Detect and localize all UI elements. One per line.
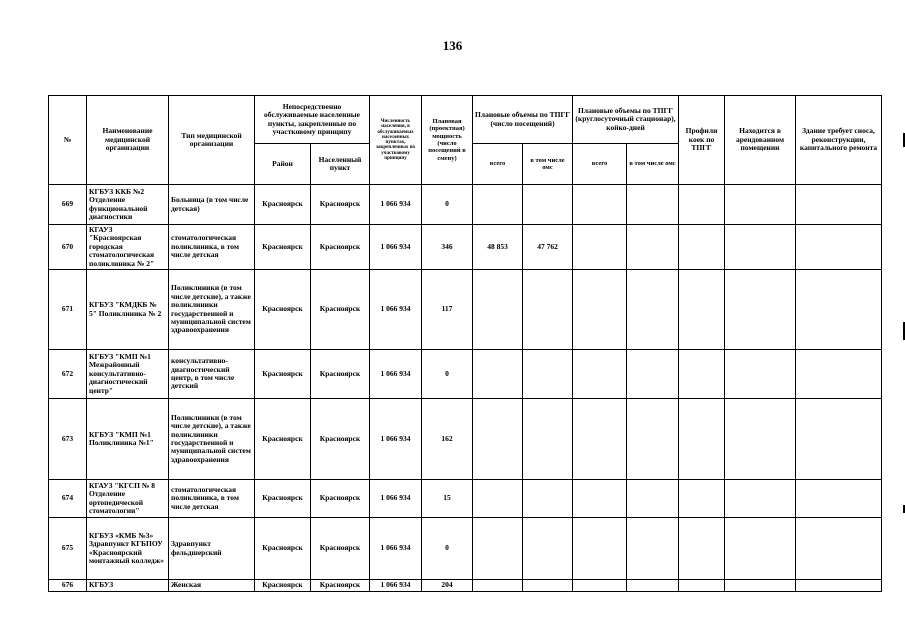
cell-visits-total (473, 185, 523, 225)
cell-capacity: 346 (422, 225, 473, 270)
cell-org-name: КГБУЗ ККБ №2 Отделение функциональной диагностики (87, 185, 169, 225)
cell-org-name: КГБУЗ «КМБ №3» Здравпункт КГБПОУ «Красноярский монтажный колледж» (87, 518, 169, 580)
cell-visits-oms (523, 480, 573, 518)
cell-locality: Красноярск (311, 350, 370, 399)
cell-rented (725, 270, 796, 350)
header-beds-oms: в том числе омс (627, 144, 679, 185)
cell-beds-total (573, 580, 627, 592)
cell-capacity: 0 (422, 350, 473, 399)
cell-locality: Красноярск (311, 270, 370, 350)
cell-rented (725, 480, 796, 518)
cell-org-type: Поликлиники (в том числе детские), а также поликлиники государственной и муниципальной систем здравоохранения (169, 399, 255, 480)
cell-population: 1 066 934 (370, 270, 422, 350)
header-district: Район (255, 144, 311, 185)
table-row (49, 185, 882, 225)
cell-visits-oms (523, 580, 573, 592)
cell-rented (725, 580, 796, 592)
cell-district: Красноярск (255, 270, 311, 350)
cell-building-state (796, 580, 882, 592)
header-no: № (49, 96, 87, 185)
cell-row-number: 674 (49, 480, 87, 518)
cell-capacity: 204 (422, 580, 473, 592)
cell-org-name: КГБУЗ (87, 580, 169, 592)
cell-rented (725, 185, 796, 225)
cell-beds-oms (627, 350, 679, 399)
cell-org-type: Женская (169, 580, 255, 592)
cell-rented (725, 399, 796, 480)
cell-district: Красноярск (255, 518, 311, 580)
cell-row-number: 672 (49, 350, 87, 399)
cell-building-state (796, 518, 882, 580)
cell-locality: Красноярск (311, 185, 370, 225)
cell-bed-profiles (679, 270, 725, 350)
cell-row-number: 671 (49, 270, 87, 350)
cell-building-state (796, 225, 882, 270)
cell-locality: Красноярск (311, 399, 370, 480)
table-body (49, 185, 882, 592)
header-org-name: Наименование медицинской организации (87, 96, 169, 185)
table-row (49, 350, 882, 399)
cell-visits-total (473, 399, 523, 480)
cell-row-number: 669 (49, 185, 87, 225)
cell-locality: Красноярск (311, 480, 370, 518)
cell-district: Красноярск (255, 480, 311, 518)
cell-row-number: 676 (49, 580, 87, 592)
cell-org-name: КГАУЗ "КГСП № 8 Отделение ортопедической стоматологии" (87, 480, 169, 518)
cell-district: Красноярск (255, 185, 311, 225)
cell-visits-total (473, 350, 523, 399)
header-planned-visits: Плановые объемы по ТПГГ (число посещений) (473, 96, 573, 144)
cell-building-state (796, 350, 882, 399)
cell-visits-oms (523, 399, 573, 480)
header-locality: Населенный пункт (311, 144, 370, 185)
cell-district: Красноярск (255, 225, 311, 270)
cell-rented (725, 518, 796, 580)
cell-bed-profiles (679, 350, 725, 399)
cell-bed-profiles (679, 225, 725, 270)
cell-building-state (796, 270, 882, 350)
cell-org-type: консультативно-диагностический центр, в том числе детский (169, 350, 255, 399)
cell-org-type: стоматологическая поликлиника, в том числе детская (169, 480, 255, 518)
cell-population: 1 066 934 (370, 518, 422, 580)
header-bed-profiles: Профили коек по ТПГГ (679, 96, 725, 185)
cell-capacity: 117 (422, 270, 473, 350)
page-number: 136 (442, 38, 463, 53)
cell-district: Красноярск (255, 399, 311, 480)
header-planned-beds: Плановые объемы по ТПГГ (круглосуточный стационар), койко-дней (573, 96, 679, 144)
cell-visits-total (473, 270, 523, 350)
cell-visits-oms (523, 518, 573, 580)
cell-beds-total (573, 270, 627, 350)
cell-beds-oms (627, 399, 679, 480)
cell-visits-total (473, 580, 523, 592)
table-header (49, 96, 882, 185)
cell-capacity: 15 (422, 480, 473, 518)
cell-locality: Красноярск (311, 225, 370, 270)
table-row (49, 480, 882, 518)
cell-beds-total (573, 480, 627, 518)
cell-population: 1 066 934 (370, 480, 422, 518)
cell-district: Красноярск (255, 350, 311, 399)
cell-capacity: 162 (422, 399, 473, 480)
cell-visits-oms (523, 185, 573, 225)
cell-capacity: 0 (422, 518, 473, 580)
cell-building-state (796, 185, 882, 225)
cell-row-number: 673 (49, 399, 87, 480)
header-served-group: Непосредственно обслуживаемые населенные пункты, закрепленные по участковому принципу (255, 96, 370, 144)
cell-building-state (796, 399, 882, 480)
cell-capacity: 0 (422, 185, 473, 225)
cell-bed-profiles (679, 580, 725, 592)
cell-org-type: Поликлиники (в том числе детские), а также поликлиники государственной и муниципальной систем здравоохранения (169, 270, 255, 350)
cell-district: Красноярск (255, 580, 311, 592)
table-row (49, 225, 882, 270)
cell-org-name: КГБУЗ "КМП №1 Поликлиника №1" (87, 399, 169, 480)
cell-population: 1 066 934 (370, 185, 422, 225)
header-building: Здание требует сноса, реконструкции, капитального ремонта (796, 96, 882, 185)
header-visits-oms: в том числе омс (523, 144, 573, 185)
cell-population: 1 066 934 (370, 580, 422, 592)
header-org-type: Тип медицинской организации (169, 96, 255, 185)
cell-beds-total (573, 225, 627, 270)
cell-bed-profiles (679, 480, 725, 518)
cell-population: 1 066 934 (370, 350, 422, 399)
cell-visits-oms (523, 350, 573, 399)
cell-bed-profiles (679, 399, 725, 480)
header-beds-total: всего (573, 144, 627, 185)
cell-beds-oms (627, 270, 679, 350)
cell-org-name: КГБУЗ "КМДКБ № 5" Поликлиника № 2 (87, 270, 169, 350)
table-row (49, 399, 882, 480)
cell-beds-total (573, 399, 627, 480)
table-row (49, 518, 882, 580)
cell-visits-oms (523, 270, 573, 350)
cell-visits-total: 48 853 (473, 225, 523, 270)
cell-row-number: 675 (49, 518, 87, 580)
cell-org-type: Больница (в том числе детская) (169, 185, 255, 225)
cell-beds-total (573, 185, 627, 225)
cell-bed-profiles (679, 185, 725, 225)
cell-beds-oms (627, 518, 679, 580)
cell-population: 1 066 934 (370, 225, 422, 270)
cell-beds-total (573, 518, 627, 580)
table-row (49, 580, 882, 592)
cell-rented (725, 225, 796, 270)
cell-visits-total (473, 518, 523, 580)
cell-beds-oms (627, 580, 679, 592)
cell-beds-oms (627, 480, 679, 518)
cell-org-name: КГБУЗ "КМП №1 Межрайонный консультативно-диагностический центр" (87, 350, 169, 399)
cell-building-state (796, 480, 882, 518)
cell-bed-profiles (679, 518, 725, 580)
cell-rented (725, 350, 796, 399)
header-population: Численность населения, в обслуживаемых населенных пунктах, закрепленных по участковому принципу (370, 96, 422, 185)
table-row (49, 270, 882, 350)
cell-locality: Красноярск (311, 518, 370, 580)
facility-register-table (48, 95, 882, 592)
cell-org-type: стоматологическая поликлиника, в том числе детская (169, 225, 255, 270)
cell-row-number: 670 (49, 225, 87, 270)
header-rented: Находится в арендованном помещении (725, 96, 796, 185)
cell-visits-total (473, 480, 523, 518)
cell-population: 1 066 934 (370, 399, 422, 480)
header-capacity: Плановая (проектная) мощность (число посещений в смену) (422, 96, 473, 185)
cell-visits-oms: 47 762 (523, 225, 573, 270)
cell-locality: Красноярск (311, 580, 370, 592)
cell-org-name: КГАУЗ "Красноярская городская стоматологическая поликлиника № 2" (87, 225, 169, 270)
cell-beds-total (573, 350, 627, 399)
cell-org-type: Здравпункт фельдшерский (169, 518, 255, 580)
cell-beds-oms (627, 185, 679, 225)
header-visits-total: всего (473, 144, 523, 185)
cell-beds-oms (627, 225, 679, 270)
